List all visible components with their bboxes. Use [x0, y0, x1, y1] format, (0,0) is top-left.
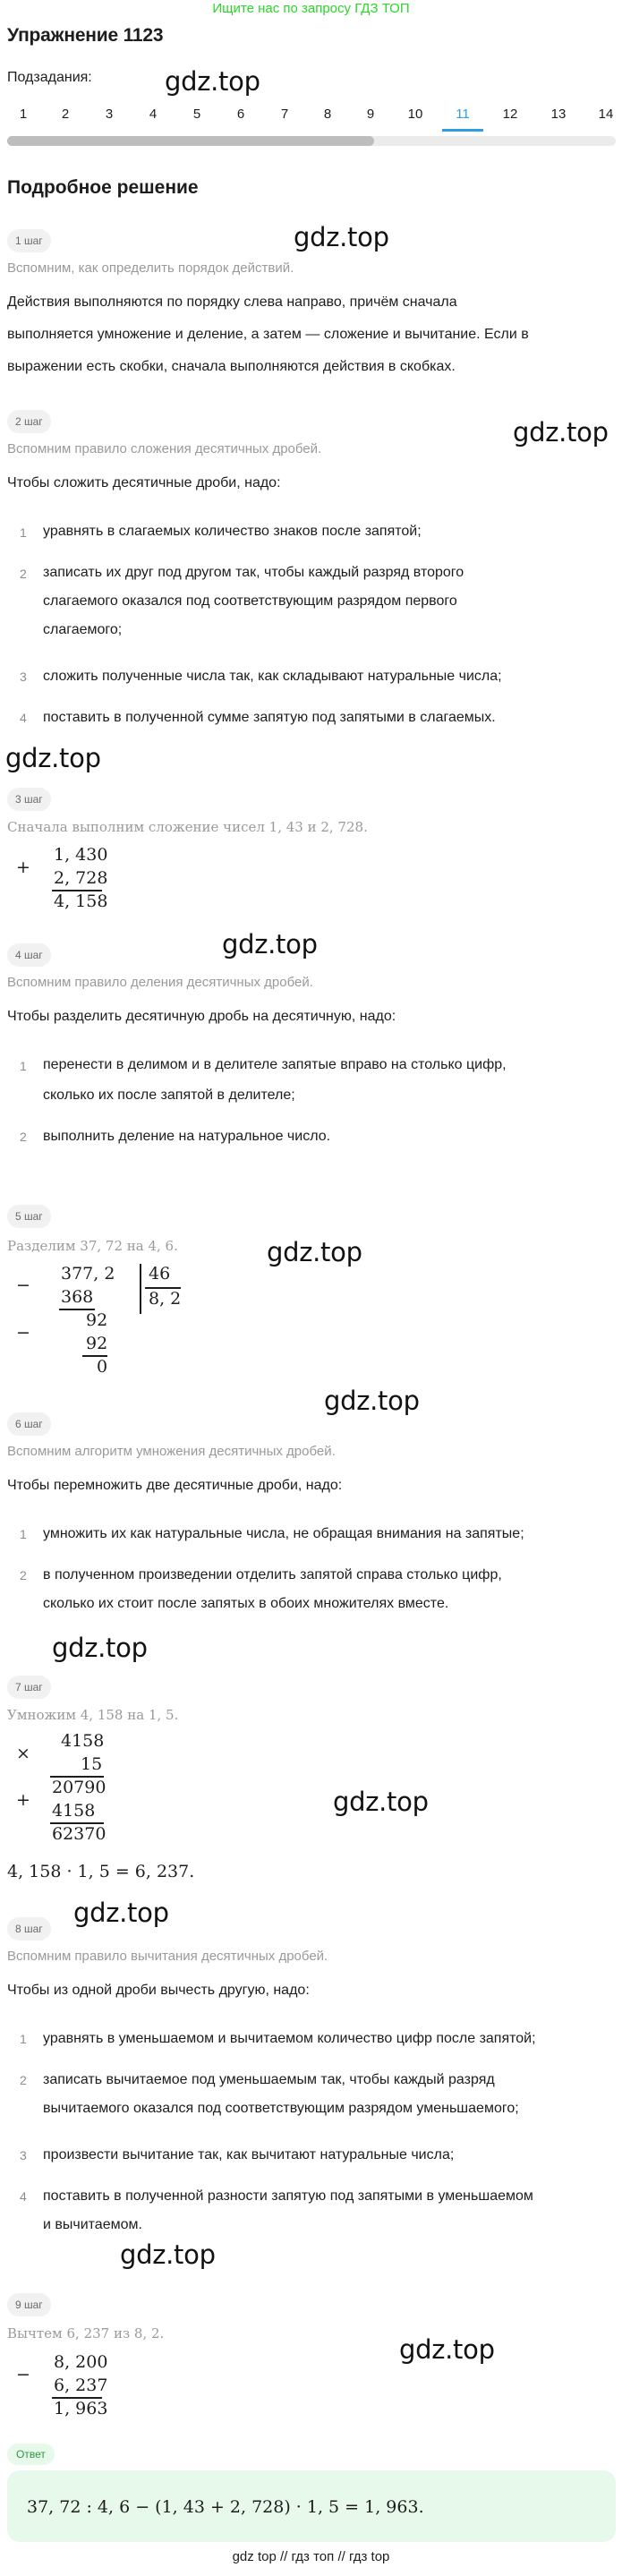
step-badge: 6 шаг [7, 1412, 51, 1436]
list-item: произвести вычитание так, как вычитают натуральные числа; [43, 2147, 455, 2162]
watermark: gdz.top [120, 2239, 216, 2270]
watermark: gdz.top [73, 1898, 169, 1928]
step-badge: 2 шаг [7, 410, 51, 433]
tab-subtask-12[interactable]: 12 [502, 107, 518, 122]
tab-subtask-13[interactable]: 13 [550, 107, 567, 122]
tab-subtask-10[interactable]: 10 [407, 107, 423, 122]
list-item: сколько их после запятой в делителе; [43, 1088, 295, 1103]
watermark: gdz.top [324, 1386, 420, 1416]
solution-title: Подробное решение [7, 177, 199, 198]
list-number: 2 [20, 1130, 27, 1144]
list-number: 4 [20, 711, 27, 725]
step-intro: Чтобы из одной дроби вычесть другую, надо: [7, 1983, 310, 1998]
times-sign: × [16, 1744, 30, 1763]
list-number: 3 [20, 670, 27, 684]
partial-product: 4158 [52, 1801, 96, 1821]
step-hint: Умножим 4, 158 на 1, 5. [7, 1707, 179, 1723]
minus-sign: − [16, 2365, 30, 2384]
subtrahend-2: 92 [86, 1334, 108, 1353]
multiplier: 15 [81, 1754, 103, 1774]
watermark: gdz.top [333, 1787, 429, 1817]
list-item: сложить полученные числа так, как складывают натуральные числа; [43, 669, 502, 684]
addend: 2, 728 [54, 868, 108, 888]
watermark: gdz.top [513, 417, 609, 448]
multiplication-conclusion: 4, 158 · 1, 5 = 6, 237. [7, 1862, 195, 1881]
division-bar [140, 1264, 141, 1314]
list-item: уравнять в слагаемых количество знаков после запятой; [43, 524, 422, 539]
footer-link[interactable]: gdz top [232, 2549, 277, 2564]
subtrahend: 6, 237 [54, 2376, 108, 2395]
list-number: 4 [20, 2189, 27, 2204]
tab-subtask-6[interactable]: 6 [236, 107, 245, 122]
tab-subtask-14[interactable]: 14 [598, 107, 614, 122]
list-number: 1 [20, 1059, 27, 1073]
plus-sign: + [16, 857, 30, 877]
top-banner[interactable]: Ищите нас по запросу ГДЗ ТОП [212, 1, 410, 16]
remainder-1: 92 [86, 1310, 108, 1330]
step-intro: Чтобы перемножить две десятичные дроби, надо: [7, 1478, 343, 1493]
list-item: слагаемого; [43, 622, 123, 637]
list-item: перенести в делимом и в делителе запятые вправо на столько цифр, [43, 1057, 507, 1072]
tabs-scrollbar-thumb[interactable] [7, 136, 374, 146]
list-number: 1 [20, 1527, 27, 1541]
list-number: 1 [20, 2032, 27, 2046]
step-intro: Чтобы разделить десятичную дробь на десятичную, надо: [7, 1009, 396, 1024]
list-item: в полученном произведении отделить запятой справа столько цифр, [43, 1567, 502, 1582]
list-item: слагаемого оказался под соответствующим разрядом первого [43, 593, 457, 609]
subtask-tabs [0, 104, 622, 136]
tab-subtask-1[interactable]: 1 [19, 107, 28, 122]
tab-subtask-2[interactable]: 2 [61, 107, 70, 122]
list-item: выполнить деление на натуральное число. [43, 1129, 331, 1144]
list-item: записать вычитаемое под уменьшаемым так, чтобы каждый разряд [43, 2072, 495, 2087]
list-item: записать их друг под другом так, чтобы каждый разряд второго [43, 565, 464, 580]
list-number: 2 [20, 2073, 27, 2087]
footer-links [0, 2549, 622, 2564]
list-item: сколько их стоит после запятых в обоих множителях вместе. [43, 1596, 449, 1611]
tab-subtask-3[interactable]: 3 [105, 107, 114, 122]
list-number: 2 [20, 1568, 27, 1582]
tab-subtask-4[interactable]: 4 [149, 107, 158, 122]
step-badge: 7 шаг [7, 1676, 51, 1699]
step-intro: Чтобы сложить десятичные дроби, надо: [7, 475, 281, 490]
plus-sign: + [16, 1790, 30, 1810]
addend: 1, 430 [54, 845, 108, 865]
tab-subtask-7[interactable]: 7 [280, 107, 289, 122]
step-badge: 9 шаг [7, 2293, 51, 2316]
divisor: 46 [149, 1264, 171, 1284]
step-hint: Сначала выполним сложение чисел 1, 43 и 2, 728. [7, 819, 368, 835]
tab-subtask-9[interactable]: 9 [366, 107, 375, 122]
product-result: 62370 [52, 1824, 107, 1844]
footer-separator: // [337, 2549, 345, 2564]
footer-link[interactable]: гдз топ [291, 2549, 335, 2564]
answer-text: 37, 72 : 4, 6 − (1, 43 + 2, 728) · 1, 5 = 1, 963. [27, 2497, 424, 2517]
dividend: 377, 2 [61, 1264, 115, 1284]
watermark: gdz.top [399, 2334, 495, 2365]
watermark: gdz.top [5, 743, 101, 773]
difference-result: 1, 963 [54, 2399, 108, 2418]
step-hint: Вспомним алгоритм умножения десятичных дробей. [7, 1444, 336, 1459]
exercise-title: Упражнение 1123 [7, 25, 164, 46]
watermark: gdz.top [294, 222, 389, 252]
subtasks-label: Подзадания: [7, 70, 92, 85]
subtrahend-1: 368 [61, 1287, 94, 1307]
watermark: gdz.top [222, 929, 318, 960]
step-text: выражении есть скобки, сначала выполняются действия в скобках. [7, 359, 456, 374]
list-number: 2 [20, 567, 27, 581]
list-item: поставить в полученной разности запятую под запятыми в уменьшаемом [43, 2188, 533, 2204]
list-item: уравнять в уменьшаемом и вычитаемом количество цифр после запятой; [43, 2031, 536, 2046]
partial-product: 20790 [52, 1778, 107, 1797]
minuend: 8, 200 [54, 2352, 108, 2372]
watermark: gdz.top [267, 1237, 362, 1267]
minus-sign: − [16, 1323, 30, 1343]
tab-subtask-8[interactable]: 8 [323, 107, 332, 122]
footer-separator: // [279, 2549, 288, 2564]
sum-result: 4, 158 [54, 891, 108, 911]
step-badge: 3 шаг [7, 788, 51, 811]
step-badge: 8 шаг [7, 1917, 51, 1941]
step-hint: Вспомним правило вычитания десятичных дробей. [7, 1949, 328, 1964]
answer-badge: Ответ [7, 2444, 55, 2465]
step-hint: Вычтем 6, 237 из 8, 2. [7, 2325, 165, 2341]
step-badge: 1 шаг [7, 229, 51, 252]
list-item: вычитаемого оказался под соответствующим разрядом уменьшаемого; [43, 2101, 519, 2116]
list-item: и вычитаемом. [43, 2217, 142, 2232]
list-item: поставить в полученной сумме запятую под запятыми в слагаемых. [43, 710, 496, 725]
step-hint: Вспомним правило сложения десятичных дробей. [7, 441, 322, 456]
step-hint: Вспомним правило деления десятичных дробей. [7, 975, 313, 990]
multiplicand: 4158 [61, 1731, 105, 1751]
watermark: gdz.top [52, 1633, 148, 1663]
list-item: умножить их как натуральные числа, не обращая внимания на запятые; [43, 1526, 524, 1541]
step-text: выполняется умножение и деление, а затем — сложение и вычитание. Если в [7, 327, 529, 342]
remainder-final: 0 [97, 1357, 108, 1377]
step-badge: 5 шаг [7, 1205, 51, 1228]
minus-sign: − [16, 1275, 30, 1295]
list-number: 1 [20, 525, 27, 540]
step-hint: Разделим 37, 72 на 4, 6. [7, 1238, 178, 1254]
footer-link[interactable]: гдз top [348, 2549, 390, 2564]
watermark: gdz.top [165, 66, 260, 97]
list-number: 3 [20, 2148, 27, 2162]
step-hint: Вспомним, как определить порядок действий. [7, 260, 294, 276]
tab-subtask-11[interactable]: 11 [449, 104, 476, 125]
step-text: Действия выполняются по порядку слева направо, причём сначала [7, 294, 457, 310]
step-badge: 4 шаг [7, 943, 51, 967]
quotient: 8, 2 [149, 1289, 182, 1309]
tab-subtask-5[interactable]: 5 [192, 107, 201, 122]
